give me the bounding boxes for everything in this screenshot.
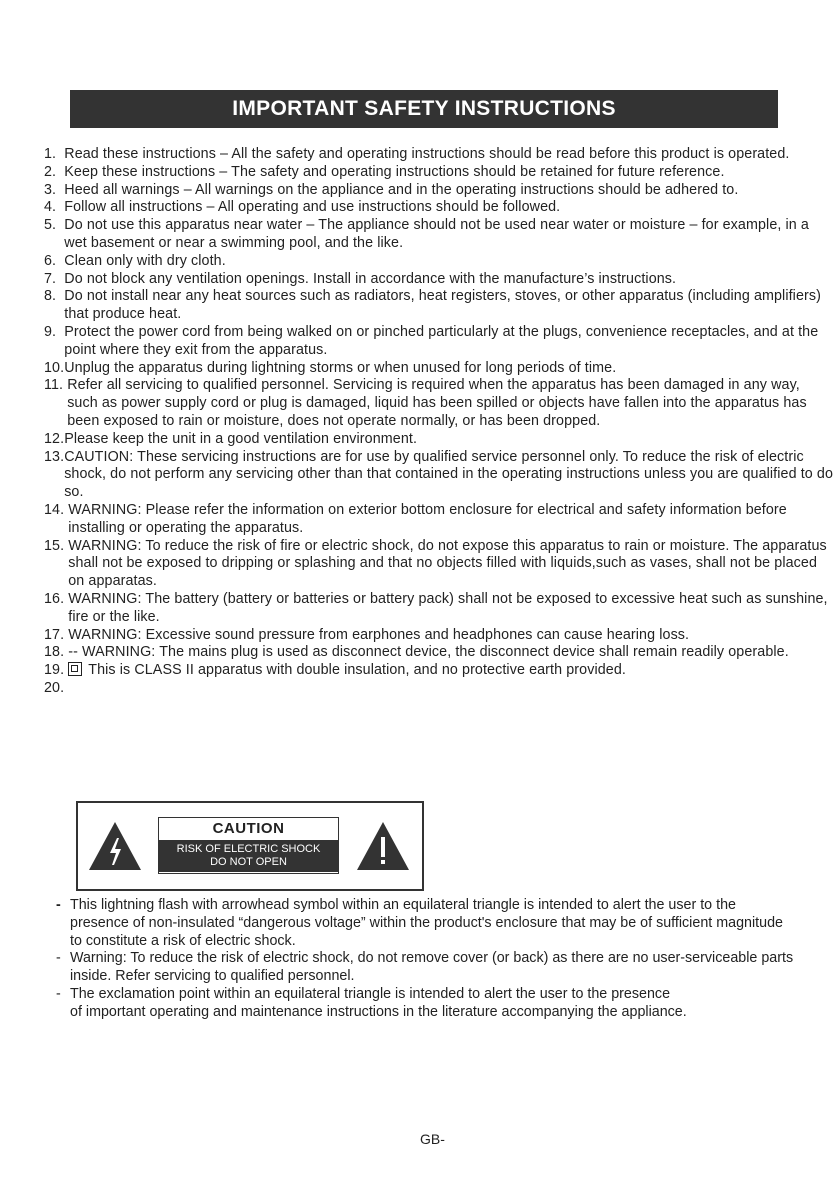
instruction-item — [44, 538, 834, 591]
instruction-text: Do not block any ventilation openings. Install in accordance with the manufacture’s instructions. — [64, 270, 677, 287]
note-text: Warning: To reduce the risk of electric shock, do not remove cover (or back) as there are no user-serviceable parts inside. Refer servicing to qualified personnel. — [70, 950, 794, 985]
instruction-item — [44, 502, 834, 538]
instruction-item — [44, 662, 834, 680]
instruction-text: Heed all warnings – All warnings on the appliance and in the operating instructions should be adhered to. — [64, 181, 739, 198]
instruction-number: 8. — [44, 288, 65, 305]
instruction-text: Clean only with dry cloth. — [64, 252, 226, 269]
caution-heading: CAUTION — [212, 820, 285, 837]
instruction-item — [44, 146, 834, 164]
instruction-item — [44, 591, 834, 627]
instruction-item — [44, 182, 834, 200]
instruction-number: 14. — [44, 501, 69, 518]
instruction-text: Please keep the unit in a good ventilation environment. — [64, 430, 418, 447]
instruction-number: 7. — [44, 270, 65, 287]
instruction-number: 16. — [44, 590, 69, 607]
instruction-number: 11. — [44, 377, 68, 394]
caution-body — [159, 840, 338, 872]
instruction-number: 3. — [44, 181, 65, 198]
note-text: of important operating and maintenance instructions in the literature accompanying the appliance. — [70, 1003, 687, 1020]
class-ii-double-square-icon — [68, 662, 82, 676]
exclamation-triangle-icon — [355, 820, 411, 872]
symbol-note — [56, 897, 796, 950]
instructions-list — [44, 146, 834, 698]
caution-line-2: DO NOT OPEN — [210, 856, 287, 868]
instruction-number: 6. — [44, 252, 65, 269]
instruction-number: 15. — [44, 537, 69, 554]
instruction-number: 5. — [44, 217, 65, 234]
note-text: The exclamation point within an equilateral triangle is intended to alert the user to the presence — [70, 985, 671, 1002]
instruction-text: Refer all servicing to qualified personnel. Servicing is required when the apparatus has been damaged in any way, such as power supply cord or plug is damaged, liquid has been spilled or objects have fallen into the apparatus has been exposed to rain or moisture, does not operate normally, or has been dropped. — [67, 377, 807, 429]
symbol-note — [56, 1004, 796, 1022]
note-dash: - — [56, 985, 61, 1002]
instruction-number: 2. — [44, 163, 65, 180]
instruction-text: CAUTION: These servicing instructions are for use by qualified service personnel only. To reduce the risk of electric shock, do not perform any servicing other than that contained in the operating instructions unless you are qualified to do so. — [64, 448, 833, 501]
instruction-text: -- WARNING: The mains plug is used as disconnect device, the disconnect device shall remain readily operable. — [68, 644, 789, 661]
instruction-item — [44, 271, 834, 289]
instruction-number: 4. — [44, 199, 65, 216]
instruction-number: 17. — [44, 626, 69, 643]
instruction-item — [44, 431, 834, 449]
instruction-number: 18. — [44, 644, 69, 661]
instruction-item — [44, 253, 834, 271]
instruction-text: This is CLASS II apparatus with double insulation, and no protective earth provided. — [88, 662, 626, 679]
page-title: IMPORTANT SAFETY INSTRUCTIONS — [70, 90, 778, 128]
instruction-text: Do not install near any heat sources such as radiators, heat registers, stoves, or other apparatus (including amplifiers) that produce heat. — [64, 288, 821, 323]
instruction-item — [44, 627, 834, 645]
instruction-text: Do not use this apparatus near water – The appliance should not be used near water or moisture – for example, in a wet basement or near a swimming pool, and the like. — [64, 217, 809, 251]
instruction-number: 13. — [44, 448, 65, 465]
instruction-item — [44, 164, 834, 182]
instruction-text: WARNING: Excessive sound pressure from earphones and headphones can cause hearing loss. — [68, 626, 690, 643]
instruction-text: WARNING: Please refer the information on exterior bottom enclosure for electrical and safety information before installing or operating the apparatus. — [68, 501, 787, 536]
instruction-item — [44, 288, 834, 324]
instruction-text: Keep these instructions – The safety and operating instructions should be retained for future reference. — [64, 163, 725, 180]
instruction-number: 10. — [44, 359, 65, 376]
instruction-item — [44, 644, 834, 662]
instruction-text: Unplug the apparatus during lightning storms or when unused for long periods of time. — [64, 359, 617, 376]
caution-label — [158, 817, 339, 874]
instruction-item — [44, 449, 834, 502]
instruction-number: 9. — [44, 323, 65, 340]
instruction-number: 12. — [44, 430, 65, 447]
instruction-number: 1. — [44, 146, 65, 162]
instruction-text: Follow all instructions – All operating and use instructions should be followed. — [64, 199, 561, 216]
note-dash — [56, 1004, 70, 1022]
symbol-note — [56, 986, 796, 1004]
instruction-number: 20. — [44, 679, 65, 696]
instruction-item — [44, 680, 834, 698]
instruction-item — [44, 377, 834, 430]
instruction-text: Protect the power cord from being walked on or pinched particularly at the plugs, convenience receptacles, and at the point where they exit from the apparatus. — [64, 323, 819, 358]
symbol-note — [56, 950, 796, 986]
instruction-item — [44, 324, 834, 360]
instruction-text: WARNING: The battery (battery or batteries or battery pack) shall not be exposed to excessive heat such as sunshine, fire or the like. — [68, 590, 828, 625]
instruction-text: Read these instructions – All the safety and operating instructions should be read before this product is operated. — [64, 146, 790, 162]
note-text: This lightning flash with arrowhead symbol within an equilateral triangle is intended to alert the user to the presence of non-insulated “dangerous voltage” within the product's enclosure that may be of sufficient magnitude to constitute a risk of electric shock. — [70, 897, 783, 949]
symbol-notes — [56, 897, 796, 1022]
caution-line-1: RISK OF ELECTRIC SHOCK — [176, 843, 321, 855]
note-dash: - — [56, 897, 61, 913]
instruction-item — [44, 199, 834, 217]
instruction-item — [44, 360, 834, 378]
instruction-number: 19. — [44, 662, 69, 679]
instruction-text: WARNING: To reduce the risk of fire or electric shock, do not expose this apparatus to rain or moisture. The apparatus shall not be exposed to dripping or splashing and that no objects filled with liquids,such as vases, shall not be placed on apparatas. — [68, 537, 827, 590]
instruction-item — [44, 217, 834, 253]
note-dash: - — [56, 950, 61, 967]
lightning-triangle-icon — [87, 820, 143, 872]
page-footer: GB- — [420, 1131, 445, 1147]
